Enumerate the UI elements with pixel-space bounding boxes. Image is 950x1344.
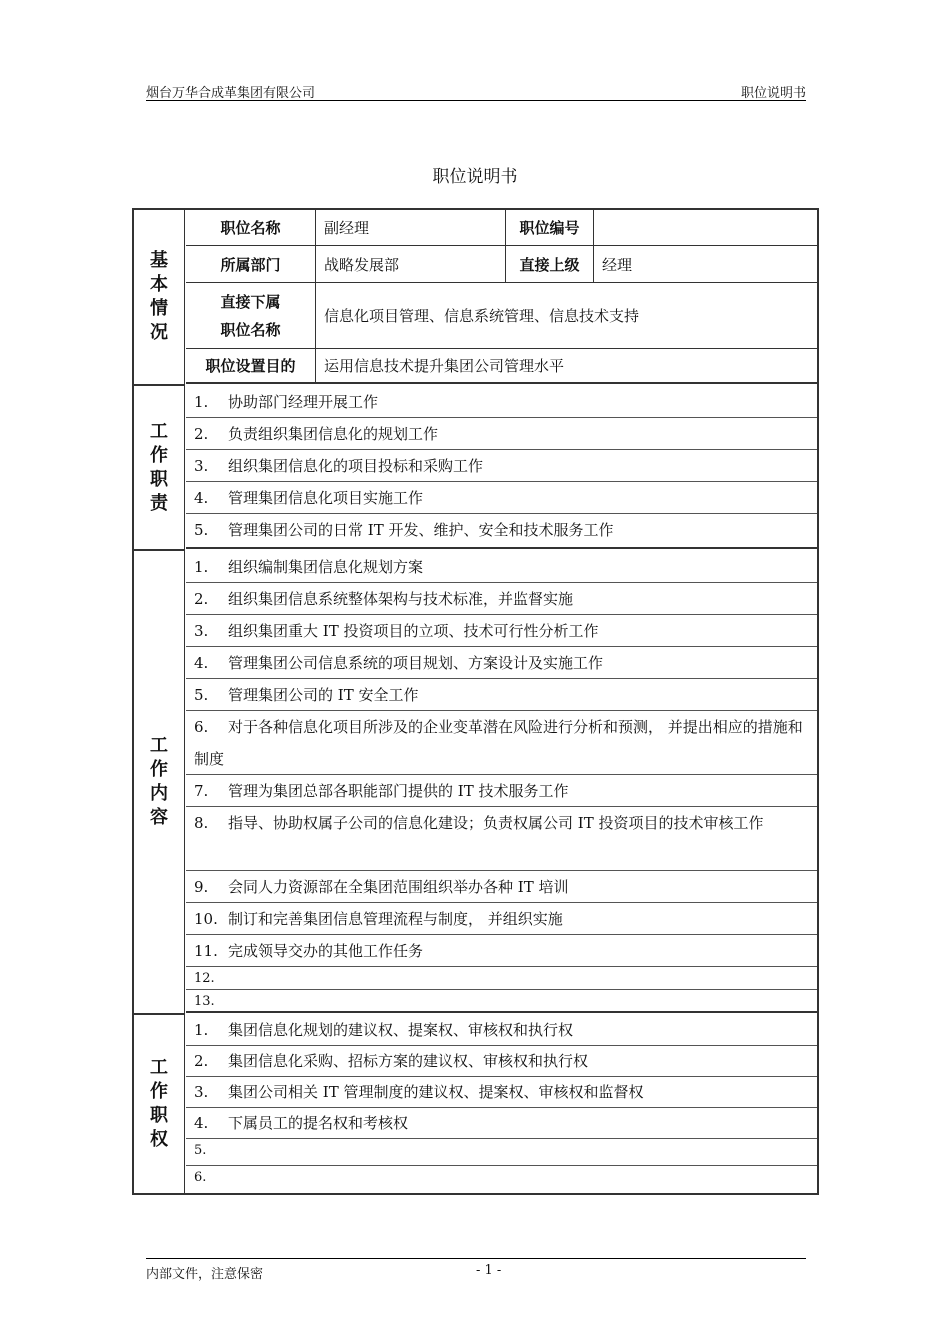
superior-label: 直接上级: [506, 246, 594, 283]
content-item: [186, 711, 817, 775]
section-char: 作: [150, 1081, 168, 1102]
item-number: 1.: [194, 1021, 209, 1039]
section-char: 容: [150, 807, 168, 828]
item-number: 4.: [194, 654, 209, 672]
content-item: [186, 647, 817, 679]
item-number: 4.: [194, 1114, 209, 1132]
item-number: 7.: [194, 782, 209, 800]
company-name: 烟台万华合成革集团有限公司: [146, 86, 316, 101]
authority-item: [186, 1166, 817, 1193]
position-table: [132, 208, 819, 1195]
item-number: 6.: [194, 1170, 207, 1185]
item-number: 9.: [194, 878, 209, 896]
position-code-label: 职位编号: [506, 210, 594, 246]
item-text: 制订和完善集团信息管理流程与制度， 并组织实施: [228, 910, 563, 928]
duty-item: [186, 450, 817, 482]
duty-item: [186, 418, 817, 450]
section-char: 作: [150, 444, 168, 466]
authority-item: [186, 1046, 817, 1077]
item-text: 下属员工的提名权和考核权: [228, 1114, 409, 1132]
position-code-value: [594, 210, 817, 246]
item-text: 组织集团信息化的项目投标和采购工作: [228, 457, 484, 475]
content-item: [186, 935, 817, 967]
item-text: 指导、协助权属子公司的信息化建设；负责权属公司 IT 投资项目的技术审核工作: [228, 814, 764, 832]
item-number: 10.: [194, 910, 218, 928]
section-char: 内: [150, 783, 168, 804]
authority-item: [186, 1015, 817, 1046]
item-number: 12.: [194, 971, 215, 986]
confidential-note: 内部文件，注意保密: [146, 1267, 264, 1282]
purpose-value: 运用信息技术提升集团公司管理水平: [316, 349, 817, 384]
item-text: 协助部门经理开展工作: [228, 393, 379, 411]
section-char: 职: [150, 468, 168, 490]
superior-value: 经理: [594, 246, 817, 283]
content-item: [186, 807, 817, 871]
item-number: 13.: [194, 994, 215, 1009]
authority-item: [186, 1139, 817, 1166]
item-text: 完成领导交办的其他工作任务: [228, 942, 424, 960]
item-number: 2.: [194, 590, 209, 608]
item-number: 2.: [194, 1052, 209, 1070]
item-text: 管理集团公司信息系统的项目规划、方案设计及实施工作: [228, 654, 604, 672]
item-text: 集团公司相关 IT 管理制度的建议权、提案权、审核权和监督权: [228, 1083, 644, 1101]
item-text: 组织集团信息系统整体架构与技术标准，并监督实施: [228, 590, 574, 608]
section-content-label: [134, 551, 185, 1015]
content-item: [186, 679, 817, 711]
content-item: [186, 583, 817, 615]
item-text: 组织编制集团信息化规划方案: [228, 558, 424, 576]
section-char: 工: [150, 1057, 168, 1078]
item-number: 3.: [194, 457, 209, 475]
item-number: 1.: [194, 558, 209, 576]
subordinates-label: [186, 283, 316, 349]
item-number: 3.: [194, 622, 209, 640]
section-char: 作: [150, 759, 168, 780]
page-header: [146, 80, 806, 101]
item-text: 管理集团信息化项目实施工作: [228, 489, 424, 507]
section-duties-label: [134, 386, 185, 551]
subordinates-value: 信息化项目管理、信息系统管理、信息技术支持: [316, 283, 817, 349]
item-text: 管理集团公司的日常 IT 开发、维护、安全和技术服务工作: [228, 521, 614, 539]
position-name-label: 职位名称: [186, 210, 316, 246]
item-text: 会同人力资源部在全集团范围组织举办各种 IT 培训: [228, 878, 569, 896]
item-number: 5.: [194, 521, 209, 539]
item-number: 2.: [194, 425, 209, 443]
section-char: 情: [150, 298, 168, 319]
item-text: 集团信息化采购、招标方案的建议权、审核权和执行权: [228, 1052, 589, 1070]
section-char: 工: [150, 735, 168, 756]
section-char: 权: [150, 1129, 168, 1150]
section-basic-label: [134, 210, 185, 386]
item-text: 管理为集团总部各职能部门提供的 IT 技术服务工作: [228, 782, 569, 800]
authority-item: [186, 1077, 817, 1108]
dept-value: 战略发展部: [316, 246, 506, 283]
item-text: 负责组织集团信息化的规划工作: [228, 425, 439, 443]
duty-item: [186, 514, 817, 549]
content-item: [186, 551, 817, 583]
page-title: 职位说明书: [432, 167, 518, 187]
page-number: - 1 -: [476, 1263, 502, 1278]
section-char: 工: [150, 420, 168, 442]
section-char: 况: [150, 322, 168, 343]
content-item: [186, 871, 817, 903]
section-char: 本: [150, 274, 168, 295]
item-number: 3.: [194, 1083, 209, 1101]
content-item: [186, 967, 817, 990]
duty-item: [186, 386, 817, 418]
item-number: 5.: [194, 1143, 207, 1158]
content-item: [186, 775, 817, 807]
item-number: 1.: [194, 393, 209, 411]
item-text: 集团信息化规划的建议权、提案权、审核权和执行权: [228, 1021, 574, 1039]
item-number: 8.: [194, 814, 209, 832]
content-item: [186, 990, 817, 1013]
item-number: 6.: [194, 718, 209, 736]
section-char: 责: [150, 492, 168, 514]
item-text: 管理集团公司的 IT 安全工作: [228, 686, 419, 704]
subordinates-label-line1: 直接下属: [220, 292, 281, 311]
duty-item: [186, 482, 817, 514]
subordinates-label-line2: 职位名称: [220, 320, 281, 339]
item-number: 5.: [194, 686, 209, 704]
item-text: 对于各种信息化项目所涉及的企业变革潜在风险进行分析和预测， 并提出相应的措施和制度: [194, 718, 803, 768]
section-char: 基: [150, 250, 168, 271]
content-item: [186, 615, 817, 647]
dept-label: 所属部门: [186, 246, 316, 283]
position-name-value: 副经理: [316, 210, 506, 246]
section-char: 职: [150, 1105, 168, 1126]
authority-item: [186, 1108, 817, 1139]
item-number: 11.: [194, 942, 218, 960]
content-item: [186, 903, 817, 935]
item-number: 4.: [194, 489, 209, 507]
item-text: 组织集团重大 IT 投资项目的立项、技术可行性分析工作: [228, 622, 599, 640]
section-authority-label: [134, 1015, 185, 1193]
doc-type: 职位说明书: [740, 86, 806, 101]
page-footer: [146, 1258, 806, 1282]
purpose-label: 职位设置目的: [186, 349, 316, 384]
